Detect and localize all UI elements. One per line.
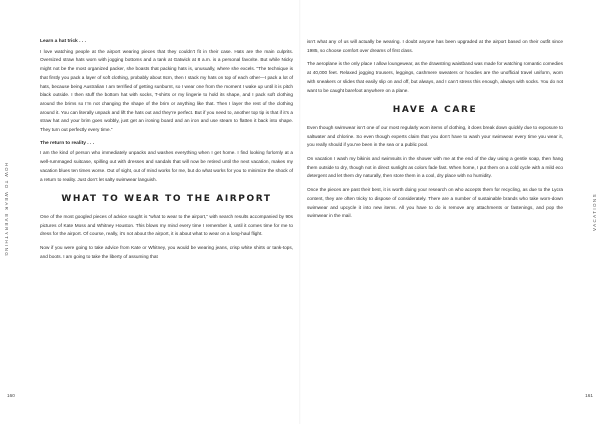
section-heading-airport: WHAT TO WEAR TO THE AIRPORT bbox=[61, 194, 272, 205]
left-running-head: HOW TO WEAR EVERYTHING bbox=[4, 162, 9, 258]
paragraph: One of the most googled pieces of advice sought is “what to wear to the airport,” with search results accompanied by 90s pictures of Kate Moss and Whitney Houston. This blows my mind every time I remember it, until it comes time for me to dress for the airport. Of course, really, it’s not about the airport, it is about what to wear on a long-haul flight. bbox=[40, 213, 293, 237]
section-heading-have-a-care: HAVE A CARE bbox=[392, 105, 478, 116]
paragraph: On vacation I wash my bikinis and swimsuits in the shower with me at the end of the day using a gentle soap, then hang them outside to dry, though not in direct sunlight as colors fade fast. When home, I put them on a cold cycle with a mild eco detergent and let them dry naturally, then store them in a cool, dry place with no humidity. bbox=[307, 156, 563, 179]
right-page-number: 161 bbox=[585, 393, 593, 398]
left-text-column bbox=[40, 38, 293, 266]
right-running-head: VACATIONS bbox=[592, 193, 597, 231]
paragraph: Even though swimwear isn’t one of our most regularly worn items of clothing, it does break down quickly due to exposure to saltwater and chlorine. So even though experts claim that you don’t have to wash your swimwear every time you wear it, you really should if you’ve been in the sea or a public pool. bbox=[307, 124, 563, 148]
subheading-hat-trick: Learn a hat trick . . . bbox=[40, 39, 86, 44]
paragraph: isn’t what any of us will actually be wearing. I doubt anyone has been upgraded at the airport based on their outfit since 1985, so choose comfort over dreams of first class. bbox=[307, 39, 563, 53]
paragraph: The aeroplane is the only place I allow loungewear, as the drawstring waistband was made for watching romantic comedies at 40,000 feet. Relaxed jogging trousers, leggings, cashmere sweaters or hoodies are the unofficial travel uniform, worn with sneakers or slides that easily slip on and off, but always, and I can’t stress this enough, always with socks. You do not want to be caught barefoot anywhere on a plane. bbox=[307, 61, 563, 93]
right-page bbox=[300, 0, 600, 424]
right-text-column bbox=[307, 38, 563, 226]
left-page-number: 160 bbox=[7, 393, 15, 398]
paragraph: I am the kind of person who immediately unpacks and washes everything when I get home. I find looking forlornly at a well-rummaged suitcase, spilling out with dresses and sandals that will now be retired until the next vacation, makes my vacation blues ten times worse. Out of sight, out of mind works for me, but do what works for you to minimize the shock of a return to reality. Just don’t let salty swimwear languish. bbox=[40, 150, 293, 182]
subheading-return-to-reality: The return to reality . . . bbox=[40, 140, 95, 146]
paragraph: I love watching people at the airport wearing pieces that they couldn’t fit in their case. Hats are the main culprits. Oversized straw hats worn with jogging bottoms and a tank at Gatwick at 8 a.m. is a personal favorite. But while Nicky might not be the most organized packer, she boasts that packing hats is, unusually, where she excels. “The technique is that firstly you pack a layer of soft clothing, probably about 8cm, then I stack my hats on top of each other—I pack a lot of hats, because being Australian I am terrified of getting sunburnt, so I wear one from the moment I wake up until it is pitch black outside. I then stuff the bottom hat with socks, T-shirts or my lingerie to hold its shape, and I pack soft clothing around the brims so I’m not changing the shape of the brim or anything like that. Then I layer the rest of the clothing around it. You can literally unpack and lift the hats out and they’re perfect. But if you need to, another top tip is that if it’s a straw hat and your brim goes wobbly, just get an ironing board and an iron and use steam to flatten it back into shape. They turn out perfectly every time.” bbox=[40, 48, 293, 133]
paragraph: Now if you were going to take advice from Kate or Whitney, you would be wearing jeans, crisp white shirts or tank-tops, and boots. I am going to take the liberty of assuming that bbox=[40, 245, 293, 259]
paragraph: Once the pieces are past their best, it is worth doing your research on who accepts them for recycling, as due to the Lycra content, they are often tricky to dispose of considerately. There are a number of sustainable brands who take worn-down swimwear and upcycle it into new items. All you have to do is remove any attachments or fastenings, and pop the swimwear in the mail. bbox=[307, 187, 563, 219]
